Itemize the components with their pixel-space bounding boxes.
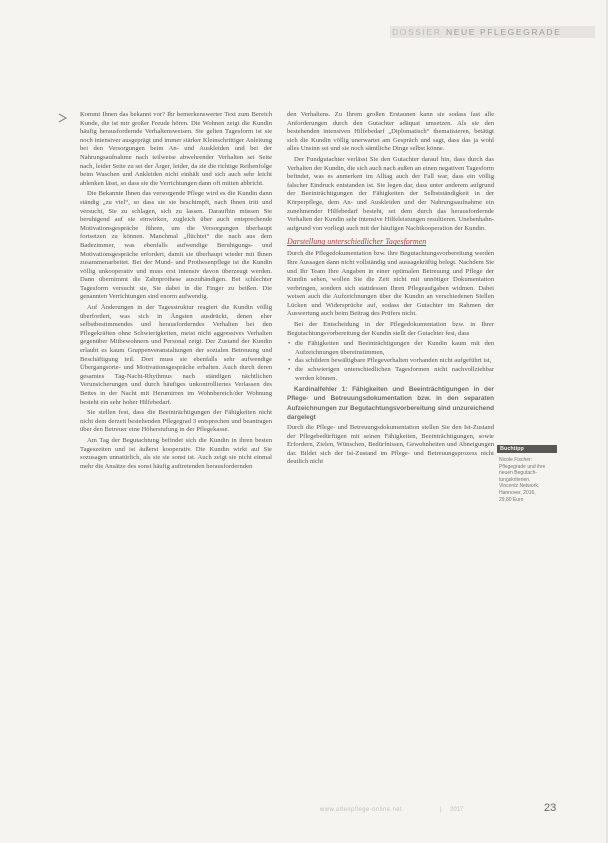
book-tip-line: Pflegegrade und ihre	[499, 463, 546, 470]
header-topic-label: NEUE PFLEGEGRADE	[446, 27, 562, 37]
book-tip-line: Hannover, 2016,	[499, 489, 536, 496]
left-paragraph: Kommt Ihnen das bekannt vor? Ihr bemerkenswerter Text zum Bereich Kunde, die ist mir großer Freude hören. Die Wohnen zeigt die Kundin häufig herausfordernde Verhaltensweisen. Sie gelten Tagesform ist sie noch intensiver ausgeprägt und immer stärker Kleinschrittiger Anleitung bei den Versorgungen beim An- und Auskleiden und bei der Nahrungsaufnahme nach teilweise abwehrender Verhalten sei Seite nach, leider Seite zu sei der Ärger, leider, da sie die richtige Reihenfolge beim Waschen und Ankleiden nicht einhält und sich auch sehr leicht ablenken lässt, so dass sie die Verrichtungen dann oft mitten abbricht.	[80, 111, 272, 187]
book-tip-tag: Buchtipp	[497, 445, 557, 453]
middle-column	[287, 111, 494, 469]
book-tip-line: Nicole Fischer:	[499, 457, 533, 463]
book-tip-line: 29,80 Euro	[499, 496, 524, 503]
book-tip-text	[497, 457, 557, 503]
left-paragraph: Sie stellen fest, dass die Beeinträchtigungen der Fähigkeiten nicht nicht dem derzeit bestehenden Pflegegrad 3 entsprechen und beantragen über den Betreuer eine Höherstufung in der Pflegekasse.	[80, 409, 272, 434]
left-paragraph: Die Bekannte Ihnen das versorgende Pflege wird es die Kundin dann ständig „zu viel“, so dass sie sie beschimpft, nach Ihnen tritt und versucht, Sie zu schlagen, sich zu lassen. Daraufhin müssen Sie beruhigend auf sie einwirken, zugleich über auch entsprechende Motivationsgespräche führen, um die Versorgungen überhaupt fortsetzen zu können. Manchmal „flüchtet“ die nach aus dem Badezimmer, was ebenfalls aufwendige Beruhigungs- und Motivationsgespräche erfordert, damit sie überhaupt wieder mit Ihnen zusammenarbeitet. Bei der Mund- und Prothesenpflege ist die Kundin völlig unkooperativ und muss erst intensiv davon überzeugt werden. Dann übernimmt die Zahnprothese auszuhändigen. Bei schlechter Tagesform versucht sie, Sie dabei in die Finger zu beißen. Die genannten Verrichtungen sind enorm aufwendig.	[80, 190, 272, 301]
chevron-right-icon	[58, 113, 68, 123]
footer-separator: |	[440, 807, 442, 813]
book-tip-line: neuen Begutach-	[499, 470, 538, 477]
list-item: • die schwierigen unterschiedlichen Tagesformen nicht nachvollziehbar werden können.	[295, 366, 494, 383]
footer-url: www.altenpflege-online.net	[320, 807, 403, 813]
left-paragraph: Auf Änderungen in der Tagesstruktur reagiert die Kundin völlig überfordert, was sich in Ängsten ausdrückt, denen eher selbstbestimmendes und herausforderndes Verhalten bei den Pflegekräften ohne Schwierigkeiten, meist nicht aggressives Verhalten gegenüber Mitbewohnern und Personal zeigt. Der Zustand der Kundin erlaubt es kaum Gruppenveranstaltungen der sozialen Betreuung und Beschäftigung teil. Dort muss sie ebenfalls sehr aufwendige Übergangsorte- und Motivationsgespräche erhalten. Auch durch deren gesamtes Tag-Nacht-Rhythmus nach ständigen nächtlichen Verunsicherungen und durch häufiges unkontrolliertes Verlassen des Bettes in der Nacht mit Herumirren im Wohnbereich/der Wohnung besteht ein sehr hoher Hilfebedarf.	[80, 304, 272, 406]
cardinal-error-heading: Kardinalfehler 1: Fähigkeiten und Beeinträchtigungen in der Pflege- und Betreuungsdokumentation bzw. in den separaten Aufzeichnungen zur Begutachtungsvorbereitung sind unzureichend dargelegt	[287, 386, 494, 421]
page-number: 23	[544, 802, 557, 814]
header-section-label: DOSSIER	[392, 27, 442, 37]
middle-paragraph: Durch die Pflegedokumentation bzw. ihre Begutachtungsvorbereitung werden Ihre Aussagen dann nicht vollständig und aussagekräftig belegt. Nachdem Sie und Ihr Team Ihre Angaben in einer optimalen Betreuung und Pflege der Kundin sehen, wollen Sie die Zeit nicht mit unnötiger Dokumentation verbringen, sondern sich stattdessen Ihren Pflegeaufgaben widmen. Dabei weisen auch die Aufzeichnungen über die Kundin an verschiedenen Stellen Lücken und Widersprüche auf, sodass der Gutachter im Rahmen der Auswertung auch beim Beitrag des Prüfers nicht.	[287, 250, 494, 318]
left-paragraph: Am Tag der Begutachtung befindet sich die Kundin in ihren besten Tageszeiten und ist äußerst kooperativ. Die Kundin wirkt auf Sie sozusagen unnatürlich, als sie sie sonst ist. Auch zeigt sie nicht einmal mehr die Ansätze des sonst häufig auftretenden herausfordernden	[80, 436, 272, 470]
middle-paragraph: den Verhaltens. Zu Ihrem großen Erstaunen kann sie sodass fast alle Anforderungen durch den Gutachter adäquat umsetzen. Als sie den bestehenden intensiven Hilfebedarf „Diplomatisch“ thematisieren, betätigt sich die Kundin völlig unerwartet am Gespräch und sagt, dass das ja wohl alles Unsinn sei und sie noch sämtliche Dinge selbst könne.	[287, 111, 494, 153]
section-subheading: Darstellung unterschiedlicher Tagesformen	[287, 237, 427, 247]
list-item: • das schildern bewältigbare Pflegeverhalten vorhanden nicht aufgeführt ist,	[295, 357, 494, 366]
middle-paragraph: Bei der Entscheidung in der Pflegedokumentation bzw. in Ihrer Begutachtungsvorbereitung der Kundin stellt der Gutachter fest, dass	[287, 321, 494, 337]
middle-paragraph: Der Fundgutachter verlässt Sie den Gutachter darauf hin, dass durch das Verhalten der Kundin, die sich auch nach außen an einen negativen Tagesform befindet, was es anmerken im Alltag auch der Fall war, dass ein völlig falscher Eindruck entstanden ist. Sie legen dar, dass unter anderem aufgrund der Beeinträchtigungen der Fähigkeiten der Selbstständigkeit in der Körperpflege, dem An- und Auskleiden und der Nahrungsaufnahme ein zunehmender Hilfebedarf besteht, sei dem durch das herausfordernde Verhalten der Kundin sehr intensive Hilfeleistungen resultieren. Unebenhahn-aufgrund von vorliegt auch mit der häufigen Nachtkooperation der Kundin.	[287, 155, 494, 232]
findings-list	[287, 340, 494, 383]
book-tip-box	[497, 445, 557, 503]
middle-paragraph: Durch die Pflege- und Betreuungsdokumentation stellen Sie den Ist-Zustand der Pflegebedürftigen mit seinen Fähigkeiten, Beeinträchtigungen, sowie Erfordern, Zielen, Wünschen, Bedürfnissen, Gewohnheiten und Abneigungen dar. Bildet sich der Ist-Zustand im Pflege- und Betreuungsprozess nicht deutlich nicht	[287, 424, 494, 466]
book-tip-line: Vincentz Network,	[499, 483, 540, 490]
footer-year: 2017	[450, 807, 464, 813]
list-item: • die Fähigkeiten und Beeinträchtigungen der Kundin kaum mit den Aufzeichnungen übereinstimmen,	[295, 340, 494, 357]
left-column	[80, 111, 272, 473]
book-tip-line: tungskriterien.	[499, 476, 531, 483]
